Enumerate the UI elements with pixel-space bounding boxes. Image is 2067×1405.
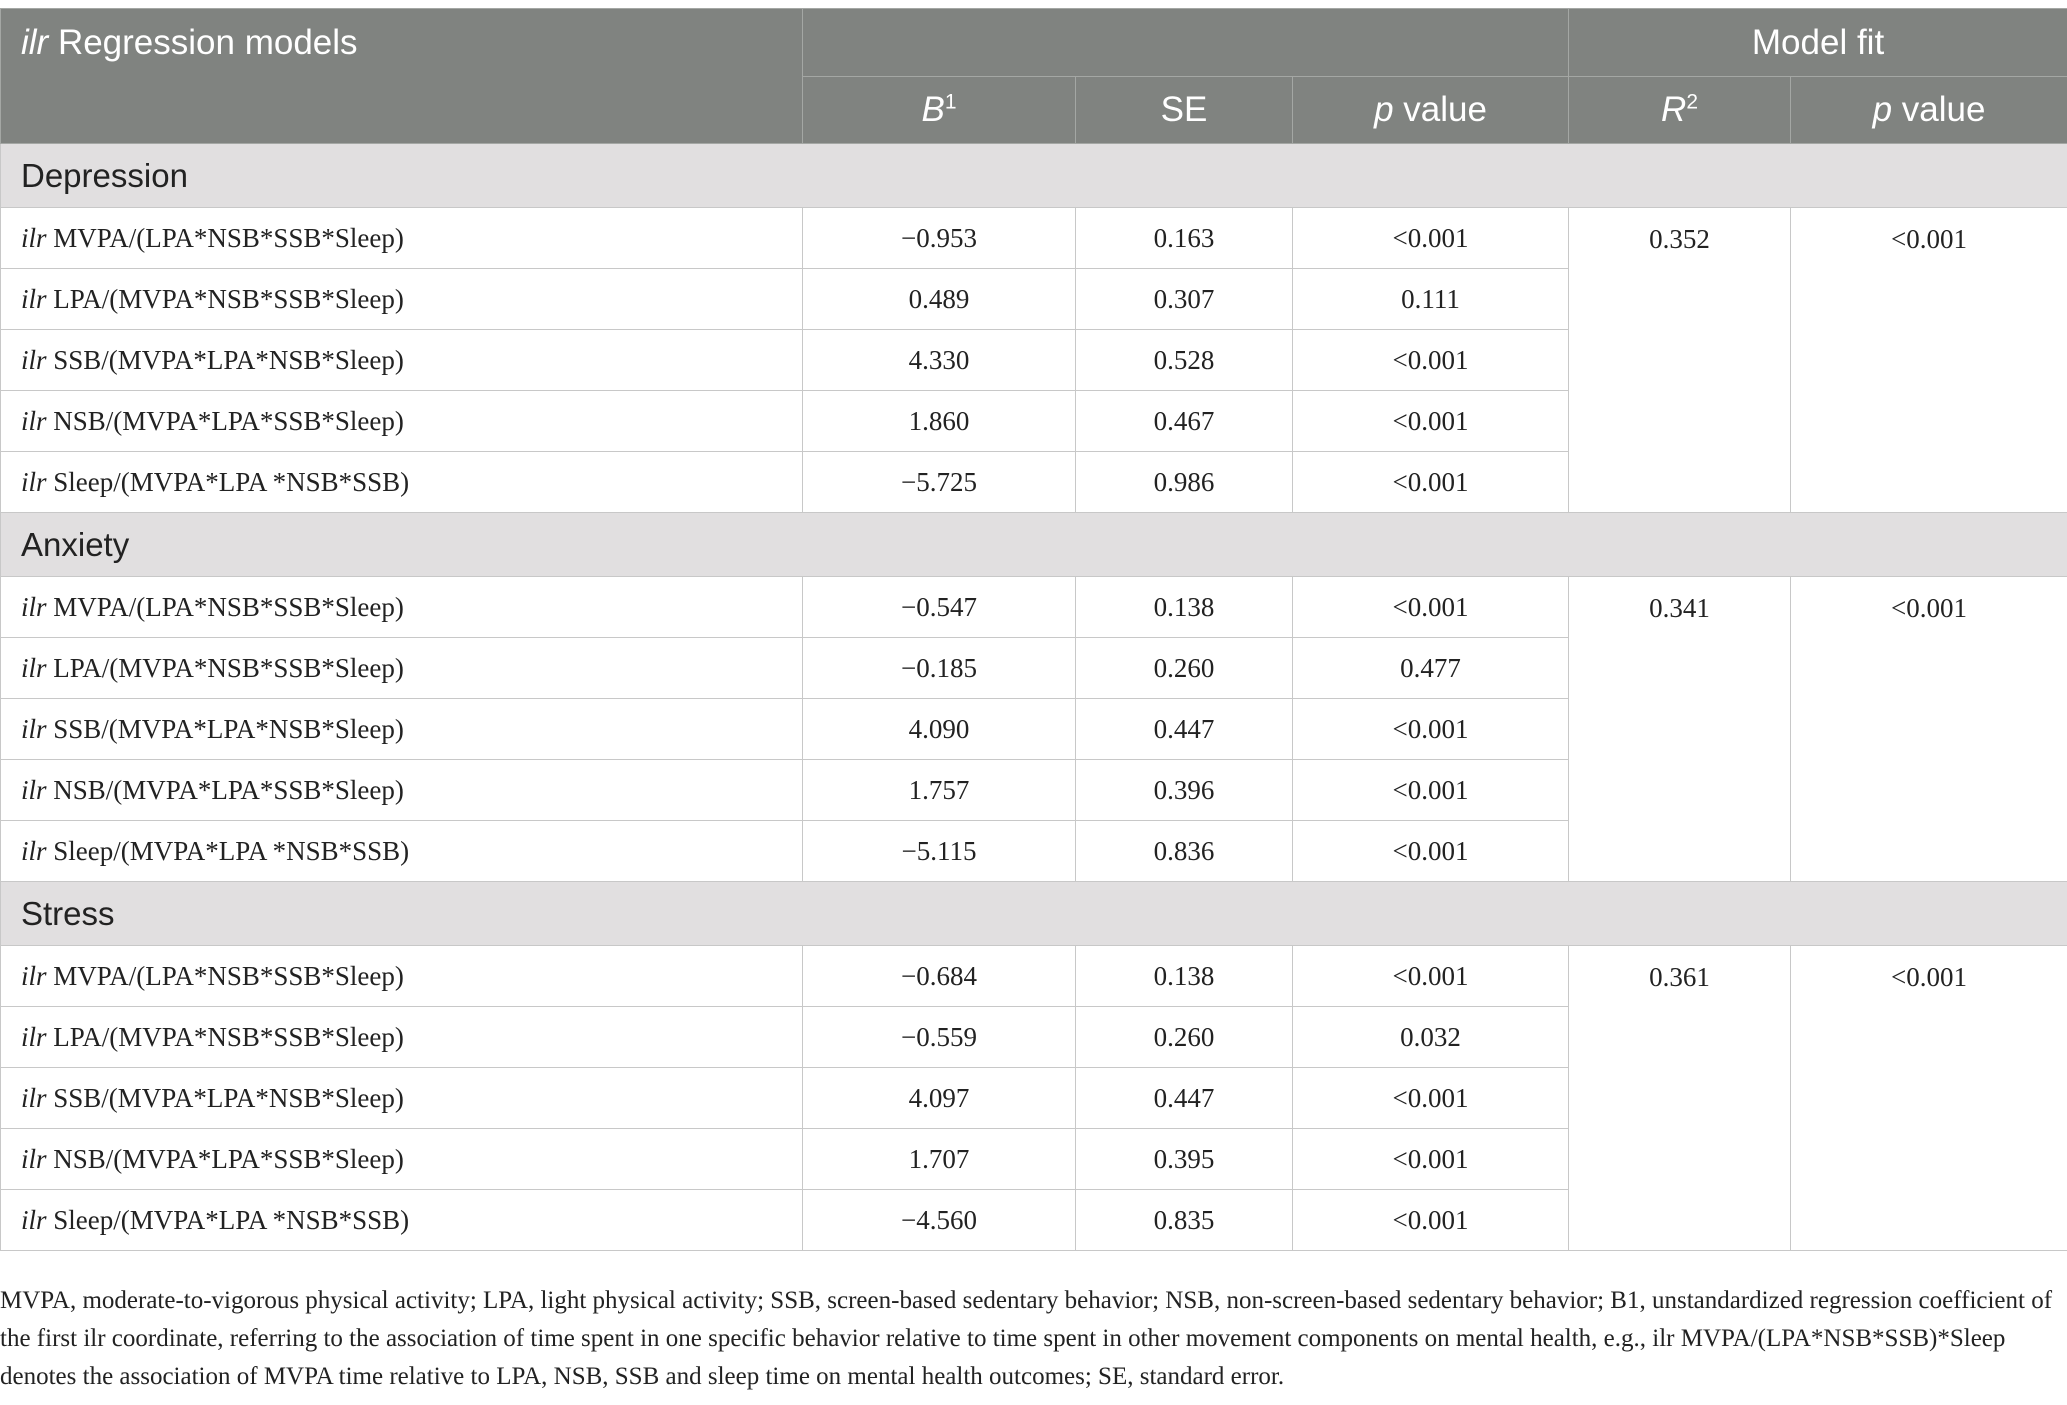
se-cell: 0.986	[1076, 452, 1293, 513]
se-cell: 0.836	[1076, 821, 1293, 882]
p-value-cell: 0.477	[1293, 638, 1569, 699]
predictor-cell: ilr MVPA/(LPA*NSB*SSB*Sleep)	[1, 208, 803, 269]
b-cell: 1.860	[803, 391, 1076, 452]
p-value-cell: 0.032	[1293, 1007, 1569, 1068]
se-cell: 0.138	[1076, 946, 1293, 1007]
p-value-cell: <0.001	[1293, 760, 1569, 821]
predictor-cell: ilr NSB/(MVPA*LPA*SSB*Sleep)	[1, 391, 803, 452]
header-models: ilr Regression models	[1, 9, 803, 144]
p-value-cell: <0.001	[1293, 1068, 1569, 1129]
fit-p-value-cell: <0.001	[1791, 577, 2067, 882]
table-header	[1, 9, 2067, 144]
se-cell: 0.528	[1076, 330, 1293, 391]
se-cell: 0.307	[1076, 269, 1293, 330]
predictor-cell: ilr SSB/(MVPA*LPA*NSB*Sleep)	[1, 699, 803, 760]
group-title: Anxiety	[1, 513, 2067, 577]
group-row	[1, 144, 2067, 208]
predictor-cell: ilr Sleep/(MVPA*LPA *NSB*SSB)	[1, 452, 803, 513]
se-cell: 0.835	[1076, 1190, 1293, 1251]
predictor-cell: ilr NSB/(MVPA*LPA*SSB*Sleep)	[1, 1129, 803, 1190]
header-blank	[803, 9, 1569, 77]
r2-cell: 0.352	[1569, 208, 1791, 513]
predictor-cell: ilr NSB/(MVPA*LPA*SSB*Sleep)	[1, 760, 803, 821]
header-r2: $R^2$	[1569, 77, 1791, 144]
predictor-cell: ilr Sleep/(MVPA*LPA *NSB*SSB)	[1, 821, 803, 882]
r2-cell: 0.361	[1569, 946, 1791, 1251]
p-value-cell: 0.111	[1293, 269, 1569, 330]
r2-cell: 0.341	[1569, 577, 1791, 882]
p-value-cell: <0.001	[1293, 699, 1569, 760]
se-cell: 0.447	[1076, 699, 1293, 760]
fit-p-value-cell: <0.001	[1791, 208, 2067, 513]
b-cell: 4.097	[803, 1068, 1076, 1129]
b-cell: −5.725	[803, 452, 1076, 513]
table-row	[1, 946, 2067, 1007]
se-cell: 0.447	[1076, 1068, 1293, 1129]
se-cell: 0.138	[1076, 577, 1293, 638]
table-row	[1, 208, 2067, 269]
se-cell: 0.467	[1076, 391, 1293, 452]
predictor-cell: ilr SSB/(MVPA*LPA*NSB*Sleep)	[1, 1068, 803, 1129]
b-cell: −5.115	[803, 821, 1076, 882]
se-cell: 0.396	[1076, 760, 1293, 821]
header-b: $B^1$	[803, 77, 1076, 144]
group-row	[1, 513, 2067, 577]
p-value-cell: <0.001	[1293, 391, 1569, 452]
predictor-cell: ilr Sleep/(MVPA*LPA *NSB*SSB)	[1, 1190, 803, 1251]
se-cell: 0.395	[1076, 1129, 1293, 1190]
se-cell: 0.163	[1076, 208, 1293, 269]
table-footnote: MVPA, moderate-to-vigorous physical activity; LPA, light physical activity; SSB, screen-based sedentary behavior; NSB, non-screen-based sedentary behavior; B1, unstandardized regression coefficient of the first ilr coordinate, referring to the association of time spent in one specific behavior relative to time spent in other movement components on mental health, e.g., ilr MVPA/(LPA*NSB*SSB)*Sleep denotes the association of MVPA time relative to LPA, NSB, SSB and sleep time on mental health outcomes; SE, standard error.	[0, 1287, 2053, 1390]
b-cell: 1.757	[803, 760, 1076, 821]
predictor-cell: ilr MVPA/(LPA*NSB*SSB*Sleep)	[1, 946, 803, 1007]
p-value-cell: <0.001	[1293, 946, 1569, 1007]
header-model-fit: Model fit	[1569, 9, 2067, 77]
p-value-cell: <0.001	[1293, 821, 1569, 882]
b-cell: 0.489	[803, 269, 1076, 330]
header-se: SE	[1076, 77, 1293, 144]
fit-p-value-cell: <0.001	[1791, 946, 2067, 1251]
table-row	[1, 577, 2067, 638]
b-cell: −0.547	[803, 577, 1076, 638]
b-cell: 4.330	[803, 330, 1076, 391]
table-body	[1, 144, 2067, 1251]
p-value-cell: <0.001	[1293, 208, 1569, 269]
header-p-value: p value	[1293, 77, 1569, 144]
group-title: Depression	[1, 144, 2067, 208]
se-cell: 0.260	[1076, 1007, 1293, 1068]
b-cell: −0.684	[803, 946, 1076, 1007]
predictor-cell: ilr MVPA/(LPA*NSB*SSB*Sleep)	[1, 577, 803, 638]
predictor-cell: ilr LPA/(MVPA*NSB*SSB*Sleep)	[1, 269, 803, 330]
group-row	[1, 882, 2067, 946]
b-cell: −0.185	[803, 638, 1076, 699]
header-fit-p-value: p value	[1791, 77, 2067, 144]
b-cell: −0.559	[803, 1007, 1076, 1068]
p-value-cell: <0.001	[1293, 452, 1569, 513]
p-value-cell: <0.001	[1293, 1190, 1569, 1251]
b-cell: −0.953	[803, 208, 1076, 269]
predictor-cell: ilr LPA/(MVPA*NSB*SSB*Sleep)	[1, 638, 803, 699]
b-cell: 1.707	[803, 1129, 1076, 1190]
se-cell: 0.260	[1076, 638, 1293, 699]
b-cell: −4.560	[803, 1190, 1076, 1251]
group-title: Stress	[1, 882, 2067, 946]
predictor-cell: ilr LPA/(MVPA*NSB*SSB*Sleep)	[1, 1007, 803, 1068]
b-cell: 4.090	[803, 699, 1076, 760]
p-value-cell: <0.001	[1293, 577, 1569, 638]
regression-table	[0, 8, 2067, 1251]
p-value-cell: <0.001	[1293, 1129, 1569, 1190]
p-value-cell: <0.001	[1293, 330, 1569, 391]
predictor-cell: ilr SSB/(MVPA*LPA*NSB*Sleep)	[1, 330, 803, 391]
